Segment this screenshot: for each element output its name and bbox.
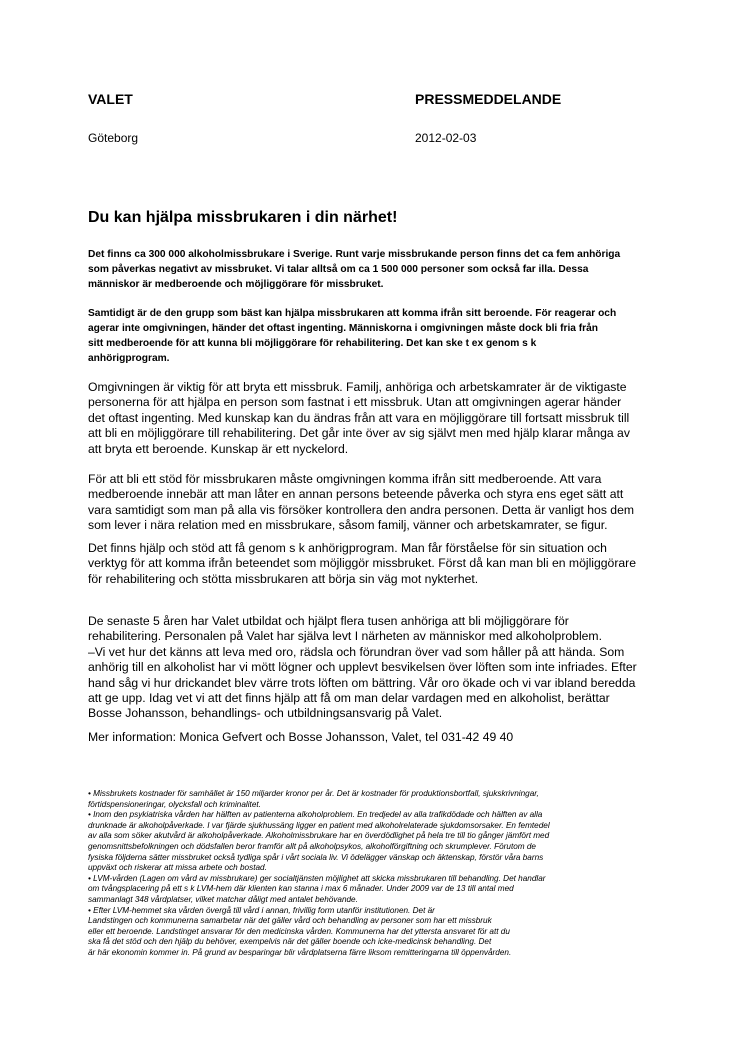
footnote-line: är här ekonomin kommer in. På grund av besparingar blir vårdplatserna färre liksom remitteringarna till öppenvården. bbox=[88, 947, 512, 957]
text-line: för rehabilitering och stötta missbrukaren att börja sin väg mot nykterhet. bbox=[88, 571, 479, 586]
text-line: människor är medberoende och möjliggörare för missbruket. bbox=[88, 279, 384, 290]
footnote-line: förtidspensioneringar, olycksfall och kriminalitet. bbox=[88, 799, 261, 809]
footnote-line: Landstingen och kommunerna samarbetar när det gäller vård och behandling av personer som har ett missbruk bbox=[88, 916, 492, 926]
text-line: anhörig till en alkoholist har vi mött lögner och upplevt besvikelsen över löften som inte infriades. Efter bbox=[88, 660, 637, 675]
text-line: verktyg för att komma ifrån beteendet som möjliggör missbruket. Först då kan man bli en möjliggörare bbox=[88, 556, 636, 571]
footnote-line: eller ett beroende. Landstinget ansvarar för den medicinska vården. Kommunerna har det yttersta ansvaret för att du bbox=[88, 926, 510, 936]
footnote-line: ska få det stöd och den hjälp du behöver, exempelvis när det gäller boende och icke-medicinsk behandling. Det bbox=[88, 937, 492, 947]
body-paragraph-4 bbox=[88, 614, 668, 722]
city: Göteborg bbox=[88, 131, 139, 145]
text-line: Omgivningen är viktig för att bryta ett missbruk. Familj, anhöriga och arbetskamrater är de viktigaste bbox=[88, 380, 627, 394]
footnote-line: • Inom den psykiatriska vården har hälften av patienterna alkoholproblem. En tredjedel av alla trafikdödade och hälften av alla bbox=[88, 810, 543, 820]
text-line: att bryta ett beroende. Kunskap är ett nyckelord. bbox=[88, 441, 349, 456]
text-line: att ge upp. Idag vet vi att det finns hjälp att få om man delar vardagen med en alkoholist, berättar bbox=[88, 691, 610, 706]
document-type: PRESSMEDDELANDE bbox=[415, 91, 562, 107]
text-line: personerna för att hjälpa en person som fastnat i ett missbruk. Utan att omgivningen agerar händer bbox=[88, 395, 622, 410]
text-line: För att bli ett stöd för missbrukaren måste omgivningen komma ifrån sitt medberoende. Att vara bbox=[88, 472, 602, 486]
text-line: rehabilitering. Personalen på Valet har själva levt I närheten av människor med alkoholproblem. bbox=[88, 629, 602, 644]
text-line: medberoende innebär att man låter en annan persons beteende påverka och styra ens eget sätt att bbox=[88, 487, 624, 502]
text-line: att bli en möjliggörare till rehabilitering. Det går inte över av sig självt men med hjälp klarar många av bbox=[88, 426, 630, 441]
body-paragraph-2 bbox=[88, 472, 668, 534]
organization-name: VALET bbox=[88, 91, 133, 107]
page-title: Du kan hjälpa missbrukaren i din närhet! bbox=[88, 209, 398, 226]
text-line: Samtidigt är de den grupp som bäst kan hjälpa missbrukaren att komma ifrån sitt beroende. För reagerar och bbox=[88, 308, 617, 319]
text-line: De senaste 5 åren har Valet utbildat och hjälpt flera tusen anhöriga att bli möjliggörare för bbox=[88, 614, 569, 628]
text-line: som påverkas negativt av missbruket. Vi talar alltså om ca 1 500 000 personer som också far illa. Dessa bbox=[88, 264, 589, 275]
text-line: sitt medberoende för att kunna bli möjliggörare för rehabilitering. Det kan ske t ex genom s k bbox=[88, 338, 537, 349]
footnote-line: fysiska följderna sätter missbruket också tydliga spår i vårt sociala liv. Vi ödelägger vänskap och äktenskap, förstör våra barns bbox=[88, 852, 544, 862]
footnote-line: av alla som söker akutvård är alkoholpåverkade. Alkoholmissbrukare har en överdödlighet på hela tre till tio gånger jämfört med bbox=[88, 831, 550, 841]
text-line: det oftast ingenting. Med kunskap kan du ändras från att vara en möjliggörare till fortsatt missbruk till bbox=[88, 410, 630, 425]
date: 2012-02-03 bbox=[415, 131, 477, 145]
footnotes bbox=[88, 789, 688, 959]
text-line: hand såg vi hur drickandet blev värre trots löften om bättring. Vår oro ökade och vi var ibland beredda bbox=[88, 675, 636, 690]
contact-info bbox=[88, 730, 668, 745]
text-line: Det finns hjälp och stöd att få genom s k anhörigprogram. Man får förståelse för sin situation och bbox=[88, 541, 607, 555]
lead-paragraph-1 bbox=[88, 247, 668, 292]
footnote-line: uppväxt och riskerar att missa arbete och bostad. bbox=[88, 863, 267, 873]
lead-paragraph-2 bbox=[88, 306, 668, 366]
footnote-line: drunknade är alkoholpåverkade. I var fjärde sjukhussäng ligger en patient med alkoholrelaterade sjukdomsorsaker. En femtedel bbox=[88, 820, 550, 830]
text-line: anhörigprogram. bbox=[88, 353, 170, 364]
footnote-line: genomsnittsbefolkningen och dödsfallen beror framför allt på alkoholpsykos, alkoholförgiftning och skrumplever. Förutom de bbox=[88, 841, 536, 851]
text-line: –Vi vet hur det känns att leva med oro, rädsla och förundran över vad som håller på att hända. Som bbox=[88, 644, 625, 659]
text-line: vara samtidigt som man på alla vis försöker kontrollera den andra personen. Detta är vanligt hos dem bbox=[88, 502, 635, 517]
footnote-line: • LVM-vården (Lagen om vård av missbrukare) ger socialtjänsten möjlighet att skicka missbrukaren till behandling. Det handlar bbox=[88, 873, 546, 883]
footnote-line: om tvångsplacering på ett s k LVM-hem där klienten kan stanna i max 6 månader. Under 2009 var de 13 till antal med bbox=[88, 884, 514, 894]
footnote-line: • Efter LVM-hemmet ska vården övergå till vård i annan, frivillig form utanför institutionen. Det är bbox=[88, 905, 435, 915]
text-line: Mer information: Monica Gefvert och Bosse Johansson, Valet, tel 031-42 49 40 bbox=[88, 730, 514, 744]
footnote-line: sammanlagt 348 vårdplatser, vilket matchar dåligt med antalet behövande. bbox=[88, 894, 358, 904]
text-line: agerar inte omgivningen, händer det oftast ingenting. Människorna i omgivningen måste dock bli fria från bbox=[88, 323, 599, 334]
text-line: Det finns ca 300 000 alkoholmissbrukare i Sverige. Runt varje missbrukande person finns det ca fem anhöriga bbox=[88, 249, 621, 260]
text-line: som lever i nära relation med en missbrukare, såsom familj, vänner och arbetskamrater, se figur. bbox=[88, 518, 608, 533]
body-paragraph-3 bbox=[88, 541, 668, 587]
body-paragraph-1 bbox=[88, 380, 668, 457]
footnote-line: • Missbrukets kostnader för samhället är 150 miljarder kronor per år. Det är kostnader för produktionsbortfall, sjukskrivningar, bbox=[88, 789, 539, 798]
text-line: Bosse Johansson, behandlings- och utbildningsansvarig på Valet. bbox=[88, 706, 443, 721]
